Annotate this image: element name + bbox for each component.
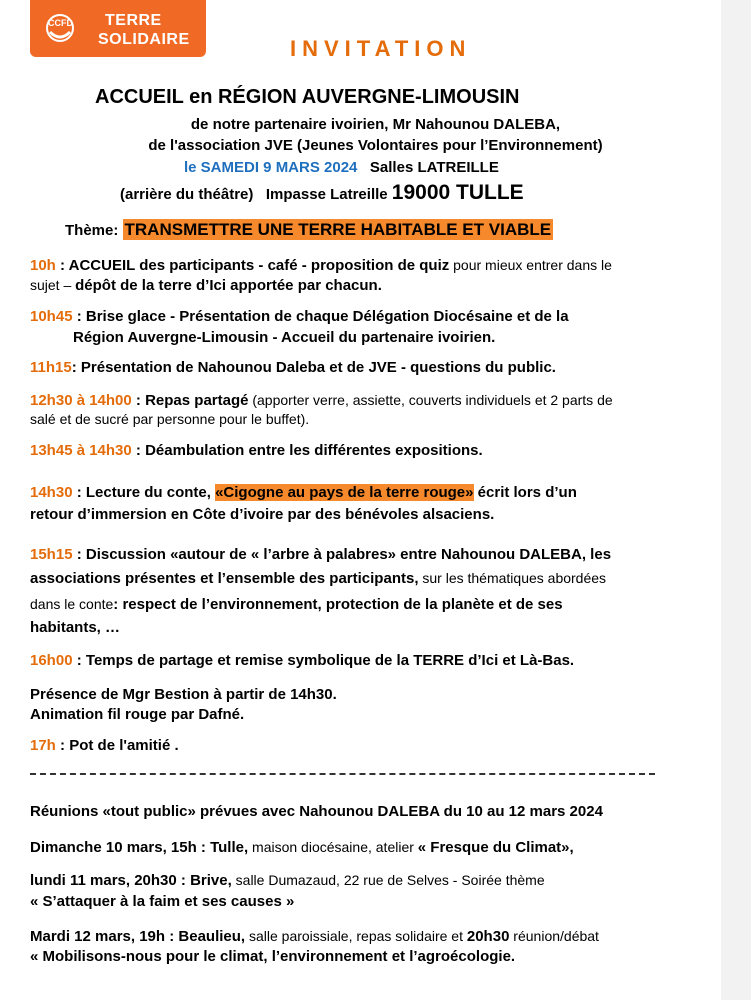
meeting-text: lundi 11 mars, 20h30 : Brive, [30, 872, 232, 889]
sep: : [72, 484, 86, 501]
program-time: 15h15 [30, 546, 73, 563]
program-12h30-line2: salé et de sucré par personne pour le buffet). [30, 411, 310, 427]
program-text: Pot de l'amitié . [69, 737, 179, 754]
program-15h15-line2 [30, 570, 606, 587]
program-time: 12h30 à 14h00 [30, 392, 132, 409]
story-title-highlight: «Cigogne au pays de la terre rouge» [215, 484, 474, 501]
program-text: écrit lors d’un [473, 484, 577, 501]
meeting-brive-line2: « S’attaquer à la faim et ses causes » [30, 893, 295, 910]
address: Impasse Latreille [265, 186, 388, 203]
program-time: 16h00 [30, 652, 73, 669]
date-line [184, 159, 499, 176]
program-text: Repas partagé [145, 392, 249, 409]
program-10h-line1 [30, 257, 612, 274]
program-text: dépôt de la terre d’Ici apportée par chacun. [75, 277, 382, 294]
meeting-text: salle paroissiale, repas solidaire et [245, 928, 467, 944]
theme-text: TRANSMETTRE UNE TERRE HABITABLE ET VIABLE [124, 220, 552, 239]
program-10h45-line2: Région Auvergne-Limousin - Accueil du partenaire ivoirien. [73, 329, 496, 346]
event-venue: Salles LATREILLE [369, 159, 499, 176]
program-text: pour mieux entrer dans le [449, 257, 612, 273]
program-text: (apporter verre, assiette, couverts individuels et 2 parts de [248, 392, 613, 408]
meeting-text: Dimanche 10 mars, 15h : Tulle, [30, 839, 249, 856]
meeting-text: salle Dumazaud, 22 rue de Selves - Soirée thème [231, 872, 545, 888]
program-text: : respect de l’environnement, protection de la planète et de ses [113, 596, 563, 613]
venue-detail: (arrière du théâtre) [120, 186, 254, 203]
city: 19000 TULLE [391, 181, 524, 204]
sep: : [131, 442, 146, 459]
program-time: 17h [30, 737, 56, 754]
sep: : [71, 359, 81, 376]
program-12h30-line1 [30, 392, 613, 409]
program-10h45-line1 [30, 308, 569, 325]
program-time: 10h [30, 257, 56, 274]
invitation-heading: INVITATION [290, 36, 472, 61]
program-13h45 [30, 442, 483, 459]
animation-note: Animation fil rouge par Dafné. [30, 706, 245, 723]
meeting-text: réunion/débat [509, 928, 599, 944]
program-text: Discussion «autour de « l’arbre à palabres» entre Nahounou DALEBA, les [85, 546, 612, 563]
event-date: le SAMEDI 9 MARS 2024 [184, 159, 358, 176]
program-10h-line2 [30, 277, 382, 294]
program-text: associations présentes et l’ensemble des participants, [30, 570, 419, 587]
program-text: Déambulation entre les différentes expositions. [145, 442, 483, 459]
meeting-text: maison diocésaine, atelier [248, 839, 418, 855]
sep: : [72, 308, 86, 325]
program-text: Lecture du conte, [85, 484, 216, 501]
meeting-beaulieu-line2: « Mobilisons-nous pour le climat, l’environnement et l’agroécologie. [30, 948, 516, 965]
program-text: sur les thématiques abordées [418, 570, 607, 586]
program-16h00 [30, 652, 574, 669]
meeting-brive-line1 [30, 872, 545, 889]
bishop-presence-note: Présence de Mgr Bestion à partir de 14h30. [30, 686, 337, 703]
association-line: de l'association JVE (Jeunes Volontaires pour l’Environnement) [148, 137, 603, 154]
address-line [120, 181, 524, 205]
program-17h [30, 737, 179, 754]
hands-globe-icon [44, 12, 76, 44]
program-text: ACCUEIL des participants - café - proposition de quiz [68, 257, 450, 274]
program-text: Présentation de Nahounou Daleba et de JVE - questions du public. [80, 359, 556, 376]
sep: : [55, 737, 70, 754]
program-time: 11h15 [30, 359, 72, 376]
program-time: 13h45 à 14h30 [30, 442, 132, 459]
sep: : [72, 652, 86, 669]
program-14h30-line1 [30, 484, 577, 501]
program-14h30-line2: retour d’immersion en Côte d’ivoire par des bénévoles alsaciens. [30, 506, 495, 523]
program-15h15-line3 [30, 596, 563, 613]
program-time: 14h30 [30, 484, 73, 501]
partner-line: de notre partenaire ivoirien, Mr Nahounou DALEBA, [190, 116, 561, 133]
sep: : [131, 392, 146, 409]
program-text: dans le conte [30, 596, 114, 612]
meeting-text: Mardi 12 mars, 19h : Beaulieu, [30, 928, 246, 945]
logo-line2: SOLIDAIRE [98, 31, 190, 48]
meetings-heading: Réunions «tout public» prévues avec Nahounou DALEBA du 10 au 12 mars 2024 [30, 803, 603, 820]
program-text: sujet – [30, 277, 76, 293]
logo-ccfd: CCFD [48, 18, 73, 28]
program-15h15-line4: habitants, … [30, 619, 121, 636]
meeting-text: 20h30 [466, 928, 510, 945]
meeting-text: « Fresque du Climat», [417, 839, 574, 856]
dashed-divider [30, 773, 655, 775]
meeting-beaulieu-line1 [30, 928, 599, 945]
ccfd-terre-solidaire-logo [30, 0, 206, 57]
meeting-tulle [30, 839, 574, 856]
program-text: Temps de partage et remise symbolique de la TERRE d’Ici et Là-Bas. [85, 652, 575, 669]
sep: : [55, 257, 69, 274]
program-time: 10h45 [30, 308, 73, 325]
theme-label: Thème: [65, 222, 119, 239]
theme-line [65, 220, 553, 240]
sep: : [72, 546, 86, 563]
event-title: ACCUEIL en RÉGION AUVERGNE-LIMOUSIN [95, 86, 520, 108]
program-text: Brise glace - Présentation de chaque Délégation Diocésaine et de la [85, 308, 569, 325]
program-15h15-line1 [30, 546, 611, 563]
program-11h15 [30, 359, 556, 376]
logo-line1: TERRE [105, 12, 162, 29]
